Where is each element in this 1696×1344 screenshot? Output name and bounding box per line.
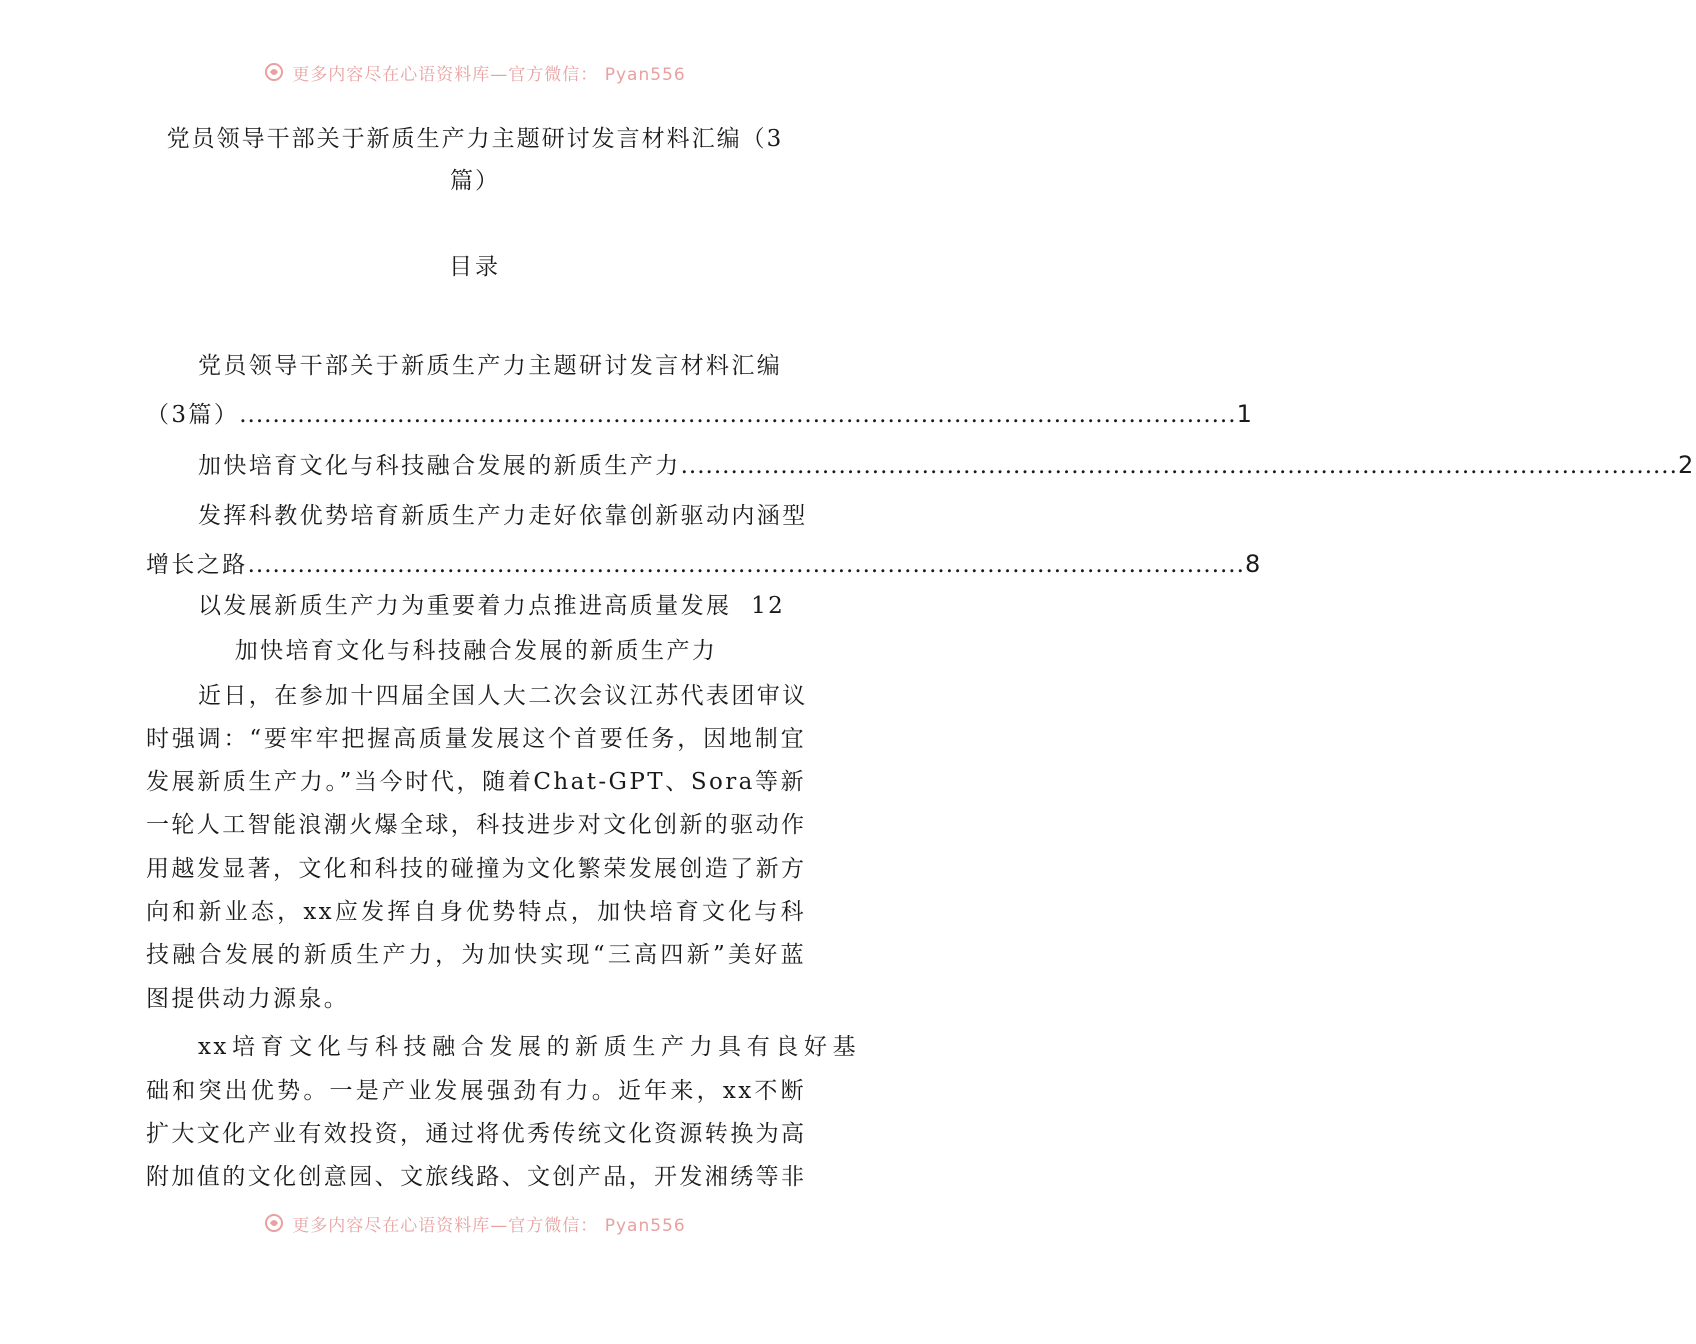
toc-entry-2[interactable] — [146, 449, 1696, 481]
toc-entry-4[interactable] — [146, 590, 858, 622]
watermark-bottom — [0, 1211, 950, 1235]
toc-page-number: 2 — [1677, 451, 1696, 479]
paragraph-line: 用越发显著，文化和科技的碰撞为文化繁荣发展创造了新方 — [146, 856, 807, 882]
document-title: 党员领导干部关于新质生产力主题研讨发言材料汇编（3篇） — [166, 126, 784, 194]
toc-entry-3-line1[interactable]: 发挥科教优势培育新质生产力走好依靠创新驱动内涵型 — [198, 503, 808, 529]
toc-entry-2-title: 加快培育文化与科技融合发展的新质生产力 — [198, 453, 681, 479]
logo-icon — [264, 62, 284, 82]
toc-entry-3-line2[interactable] — [146, 548, 1263, 580]
paragraph-line: 扩大文化产业有效投资，通过将优秀传统文化资源转换为高 — [146, 1121, 807, 1147]
logo-icon — [264, 1213, 284, 1233]
paragraph-line: 时强调：“要牢牢把握高质量发展这个首要任务，因地制宜 — [146, 726, 806, 752]
toc-leader-dots: ........................................................................................................................ — [247, 552, 1245, 578]
watermark-text: 更多内容尽在心语资料库—官方微信： Pyan556 — [292, 1215, 686, 1236]
toc-page-number: 8 — [1244, 550, 1263, 578]
paragraph-line: 图提供动力源泉。 — [146, 986, 350, 1012]
toc-leader-dots: ........................................................................................................................ — [239, 402, 1237, 428]
toc-entry-3-cont: 增长之路 — [146, 552, 248, 578]
paragraph-line: 础和突出优势。一是产业发展强劲有力。近年来，xx不断 — [146, 1078, 806, 1104]
toc-entry-1-cont: （3篇） — [146, 402, 240, 428]
paragraph-line: 技融合发展的新质生产力，为加快实现“三高四新”美好蓝 — [146, 942, 806, 968]
paragraph-line: 附加值的文化创意园、文旅线路、文创产品，开发湘绣等非 — [146, 1164, 807, 1190]
toc-leader-dots: ........................................................................................................................ — [680, 453, 1678, 479]
article-heading: 加快培育文化与科技融合发展的新质生产力 — [234, 638, 718, 664]
paragraph-line: xx培育文化与科技融合发展的新质生产力具有良好基 — [198, 1034, 858, 1060]
toc-page-number: 12 — [751, 593, 786, 619]
paragraph-line: 发展新质生产力。”当今时代，随着Chat-GPT、Sora等新 — [146, 769, 806, 795]
paragraph-line: 一轮人工智能浪潮火爆全球，科技进步对文化创新的驱动作 — [146, 812, 807, 838]
watermark-text: 更多内容尽在心语资料库—官方微信： Pyan556 — [292, 64, 686, 85]
paragraph-line: 近日，在参加十四届全国人大二次会议江苏代表团审议 — [198, 683, 808, 709]
toc-entry-1-line2[interactable] — [146, 398, 1255, 430]
watermark-top — [0, 60, 950, 84]
toc-entry-4-title: 以发展新质生产力为重要着力点推进高质量发展 — [198, 593, 732, 619]
toc-page-number: 1 — [1236, 400, 1255, 428]
toc-heading: 目录 — [449, 254, 501, 280]
toc-entry-1-line1[interactable]: 党员领导干部关于新质生产力主题研讨发言材料汇编 — [198, 353, 783, 379]
paragraph-line: 向和新业态，xx应发挥自身优势特点，加快培育文化与科 — [146, 899, 806, 925]
